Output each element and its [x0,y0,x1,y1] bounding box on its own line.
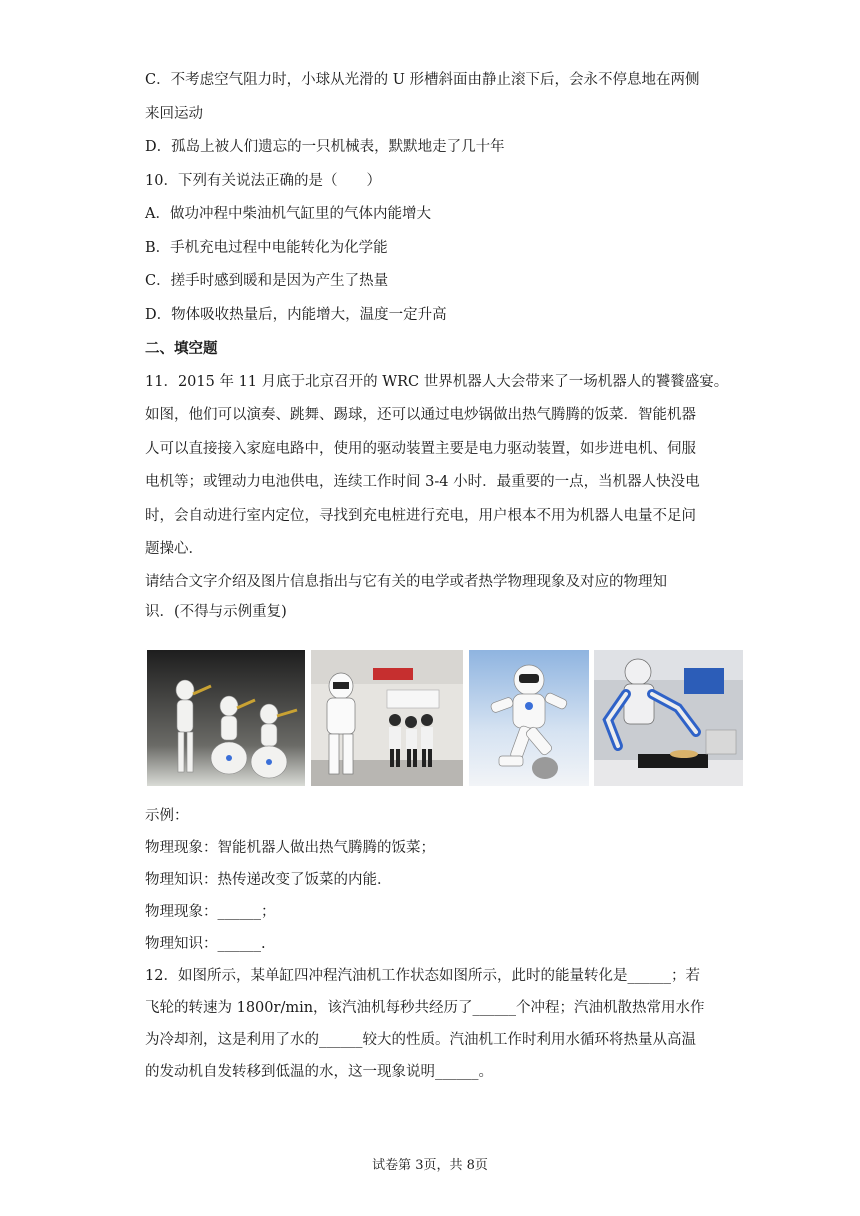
q10-option-a: A．做功冲程中柴油机气缸里的气体内能增大 [145,206,431,222]
q9-option-d: D．孤岛上被人们遗忘的一只机械表，默默地走了几十年 [145,139,505,155]
robots-playing-instruments-photo [147,650,305,786]
robot-arm-cooking-photo [594,650,743,786]
q11-prompt-line2: 识．(不得与示例重复) [145,603,287,620]
q11-line: 人可以直接接入家庭电路中，使用的驱动装置主要是电力驱动装置，如步进电机、伺服 [145,440,696,457]
answer-knowledge-blank: 物理知识：______. [145,936,266,952]
page-footer: 试卷第 3页，共 8页 [372,1158,488,1173]
q10-option-c: C．搓手时感到暖和是因为产生了热量 [145,273,389,289]
q12-line: 12．如图所示，某单缸四冲程汽油机工作状态如图所示，此时的能量转化是______；若 [145,968,700,984]
q9-option-c-line1: C．不考虑空气阻力时，小球从光滑的 U 形槽斜面由静止滚下后，会永不停息地在两侧 [145,72,700,88]
robot-photo-strip [147,650,743,786]
example-knowledge: 物理知识：热传递改变了饭菜的内能． [145,872,392,888]
exam-page-body-continued [145,800,720,1088]
q11-line: 时，会自动进行室内定位，寻找到充电桩进行充电，用户根本不用为机器人电量不足问 [145,507,696,524]
humanoid-robot-with-children-photo [311,650,463,786]
q11-line: 11．2015 年 11 月底于北京召开的 WRC 世界机器人大会带来了一场机器人的饕餮盛宴。 [145,373,729,390]
q12-line: 为冷却剂，这是利用了水的______较大的性质。汽油机工作时利用水循环将热量从高温 [145,1032,696,1048]
q10-option-d: D．物体吸收热量后，内能增大，温度一定升高 [145,306,447,323]
q10-stem: 10．下列有关说法正确的是（ ） [145,172,381,189]
answer-phenomenon-blank: 物理现象：______； [145,904,276,920]
example-label: 示例： [145,808,189,824]
q12-line: 飞轮的转速为 1800r/min，该汽油机每秒共经历了______个冲程；汽油机散热常用水作 [145,1000,705,1016]
q11-line: 题操心． [145,541,203,557]
q10-option-b: B．手机充电过程中电能转化为化学能 [145,239,388,256]
exam-page-body [145,64,729,627]
q11-line: 电机等；或锂动力电池供电，连续工作时间 3-4 小时．最重要的一点，当机器人快没电 [145,474,700,490]
q12-line: 的发动机自发转移到低温的水，这一现象说明______。 [145,1064,493,1080]
q11-prompt-line1: 请结合文字介绍及图片信息指出与它有关的电学或者热学物理现象及对应的物理知 [145,573,667,590]
example-phenomenon: 物理现象：智能机器人做出热气腾腾的饭菜； [145,840,435,856]
robot-kicking-ball-photo [469,650,589,786]
section-title: 二、填空题 [145,340,218,357]
q11-line: 如图，他们可以演奏、跳舞、踢球，还可以通过电炒锅做出热气腾腾的饭菜．智能机器 [145,407,696,423]
q9-option-c-line2: 来回运动 [145,105,203,122]
